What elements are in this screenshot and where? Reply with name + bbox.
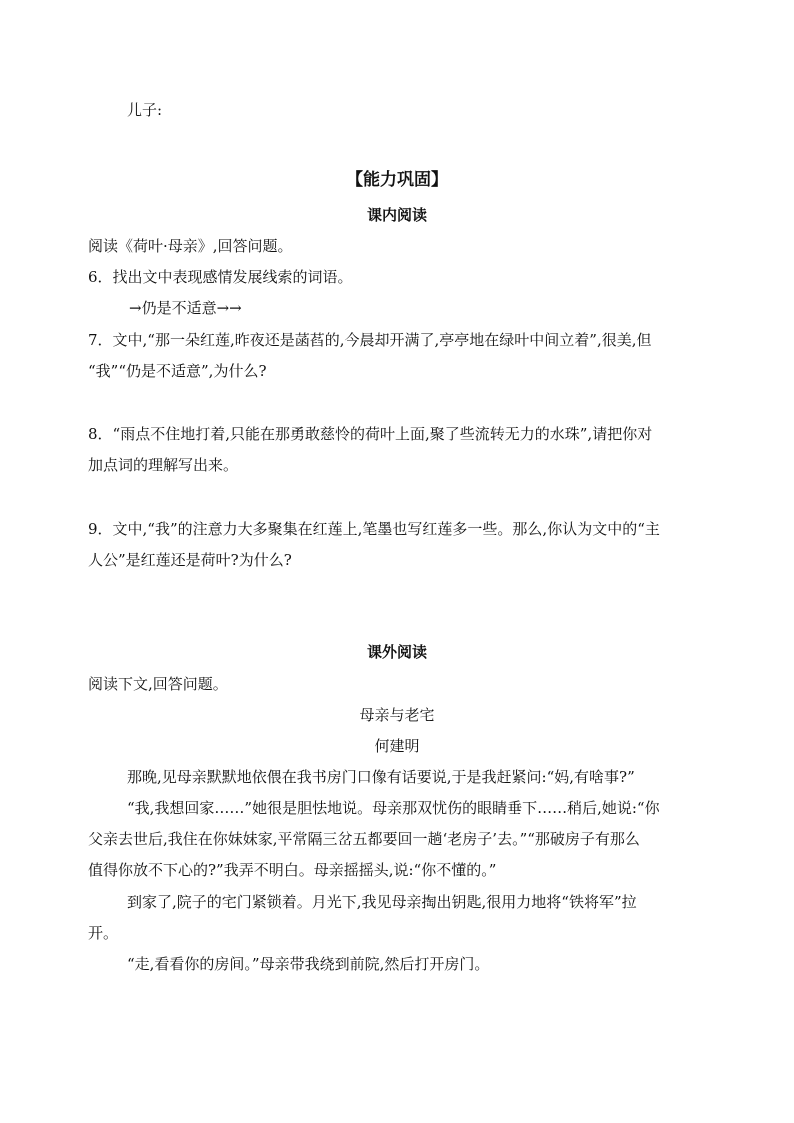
inclass-instruction: 阅读《荷叶·母亲》,回答问题。 [88, 237, 293, 255]
question-9-line-1: 9．文中,“我”的注意力大多聚集在红莲上,笔墨也写红莲多一些。那么,你认为文中的“主 [88, 520, 660, 538]
article-paragraph-3-line-2: 开。 [88, 924, 119, 942]
article-paragraph-3-line-1: 到家了,院子的宅门紧锁着。月光下,我见母亲掏出钥匙,很用力地将“铁将军”拉 [127, 893, 637, 911]
outclass-reading-heading: 课外阅读 [366, 643, 427, 661]
question-7-line-2: “我”“仍是不适意”,为什么? [88, 362, 267, 380]
answer-label-son: 儿子: [127, 101, 163, 119]
question-6: 6．找出文中表现感情发展线索的词语。 [88, 268, 353, 286]
section-title: 【能力巩固】 [346, 170, 448, 190]
outclass-instruction: 阅读下文,回答问题。 [88, 675, 228, 693]
question-8-line-1: 8．“雨点不住地打着,只能在那勇敢慈怜的荷叶上面,聚了些流转无力的水珠”,请把你对 [88, 425, 653, 443]
article-paragraph-2-line-1: “我,我想回家……”她很是胆怯地说。母亲那双忧伤的眼睛垂下……稍后,她说:“你 [127, 799, 660, 817]
question-8-line-2: 加点词的理解写出来。 [88, 456, 239, 474]
question-9-line-2: 人公”是红莲还是荷叶?为什么? [88, 551, 292, 569]
question-7-line-1: 7．文中,“那一朵红莲,昨夜还是菡萏的,今晨却开满了,亭亭地在绿叶中间立着”,很美,但 [88, 331, 652, 349]
article-paragraph-1: 那晚,见母亲默默地依偎在我书房门口像有话要说,于是我赶紧问:“妈,有啥事?” [127, 768, 635, 786]
article-author: 何建明 [374, 737, 420, 755]
inclass-reading-heading: 课内阅读 [366, 206, 427, 224]
article-paragraph-4: “走,看看你的房间。”母亲带我绕到前院,然后打开房门。 [127, 955, 490, 973]
article-paragraph-2-line-3: 值得你放不下心的?”我弄不明白。母亲摇摇头,说:“你不懂的。” [88, 861, 497, 879]
question-6-answer-line: →仍是不适意→→ [129, 299, 242, 317]
article-title: 母亲与老宅 [359, 706, 435, 724]
article-paragraph-2-line-2: 父亲去世后,我住在你妹妹家,平常隔三岔五都要回一趟‘老房子’去。”“那破房子有那么 [88, 830, 640, 848]
